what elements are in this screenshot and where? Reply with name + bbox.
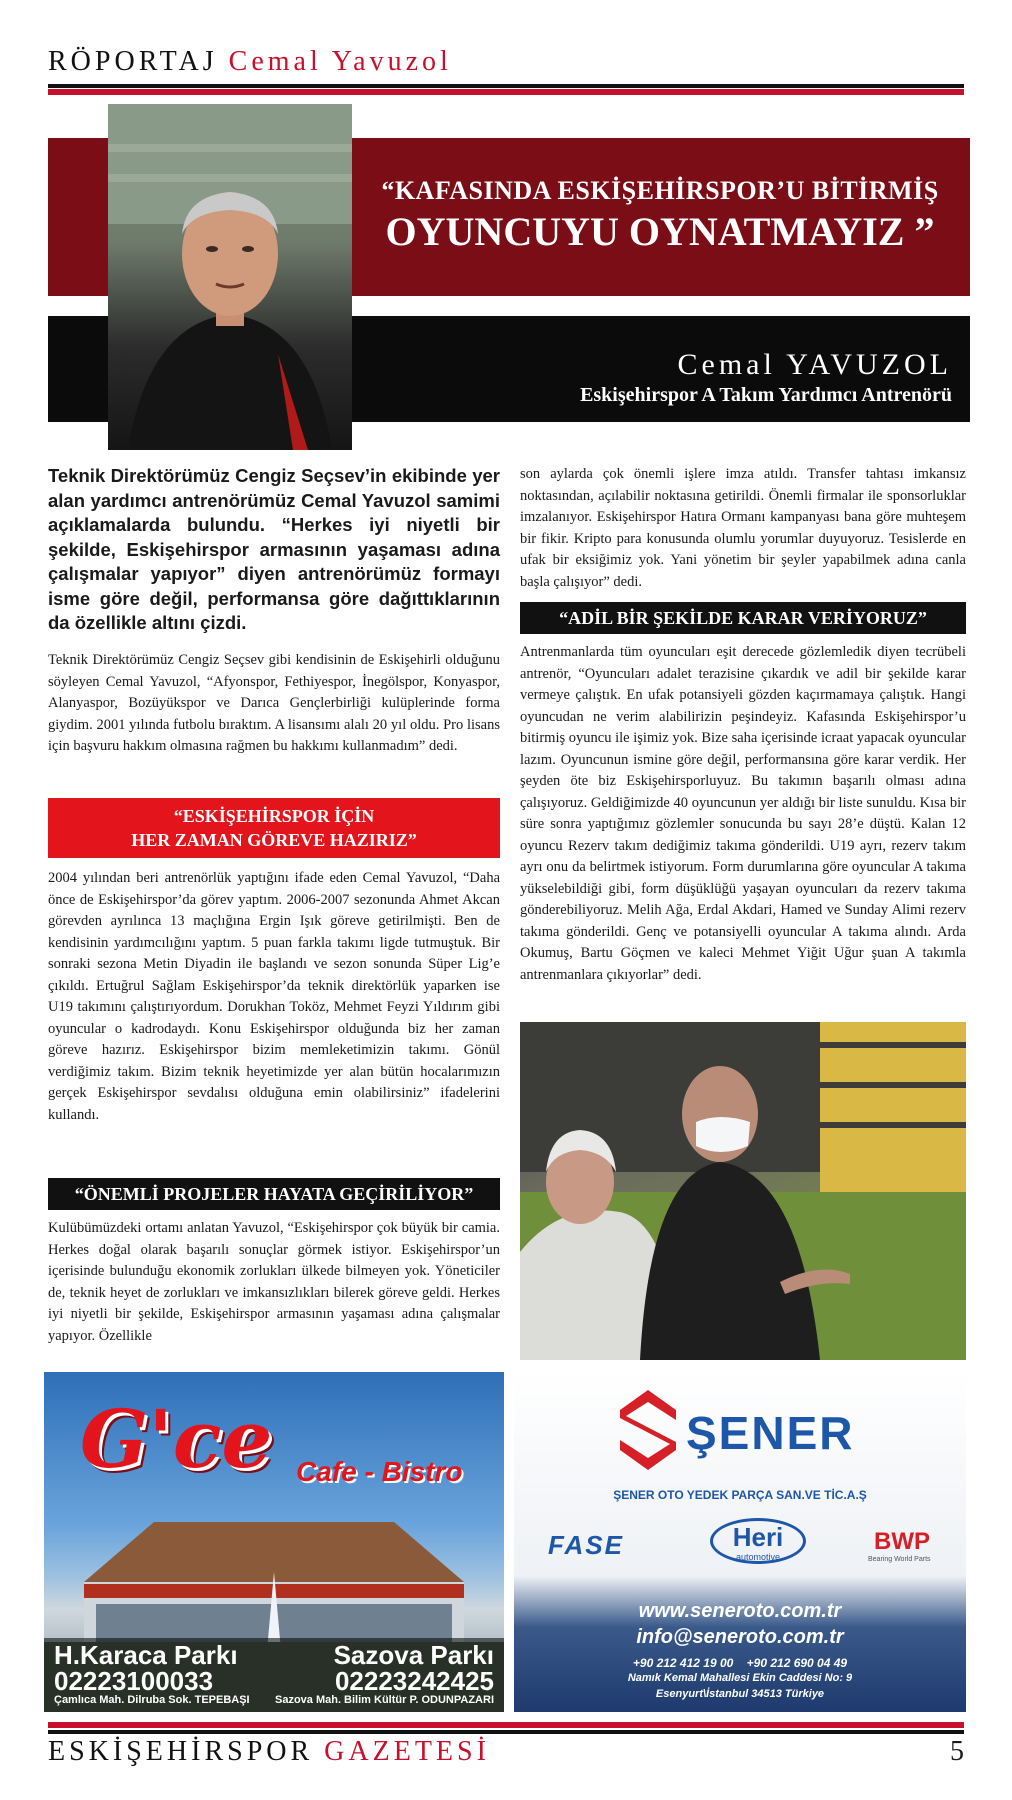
banner-quote-line1: “KAFASINDA ESKİŞEHİRSPOR’U BİTİRMİŞ (381, 176, 939, 205)
paragraph-2: 2004 yılından beri antrenörlük yaptığını ifade eden Cemal Yavuzol, “Daha önce de Eskişehirspor’da görev yaptım. 2006-2007 sezonunda Ahmet Akcan görevden ayrılınca 13 maçlığına Ergin Işık göreve getirilmişti. Ben de kendisinin yardımcılığını yaptım. 5 puan farkla takımı ligde tutmuştuk. Bir sonraki sezona Metin Diyadin ile başlandı ve sezon sonunda Süper Lig’e çıkıldı. Ertuğrul Sağlam Eskişehirspor’da teknik direktörlük yaparken ise U19 takımını çalıştırıyordum. Dorukhan Toköz, Mehmet Feyzi Yıldırım gibi oyuncular o kadrodaydı. Konu Eskişehirspor olduğunda biz her zaman göreve hazırız. Eskişehirspor bizim memleketimizin takımı. Gönül verdiğimiz takım. Bizim teknik heyetimizde yer alan bütün hocalarımızın gerçek Eskişehirspor sevdalısı olduğuna emin olabilirsiniz” ifadelerini kullandı. (48, 870, 500, 1123)
section-header (48, 46, 452, 78)
footer-publication-a: ESKİŞEHİRSPOR (48, 1736, 314, 1767)
training-photo (520, 1022, 966, 1360)
loc1-address: Çamlıca Mah. Dilruba Sok. TEPEBAŞI (54, 1694, 250, 1706)
loc2-address: Sazova Mah. Bilim Kültür P. ODUNPAZARI (274, 1694, 494, 1706)
section-label: RÖPORTAJ (48, 46, 218, 77)
portrait-photo-illustration (108, 104, 352, 450)
brand-fase: FASE (548, 1530, 624, 1560)
loc2-phone: 02223242425 (334, 1666, 494, 1696)
footer-rule-black (48, 1730, 964, 1734)
section-name: Cemal Yavuzol (228, 46, 452, 77)
footer-rule-red (48, 1722, 964, 1728)
lead-paragraph: Teknik Direktörümüz Cengiz Seçsev’in ekibinde yer alan yardımcı antrenörümüz Cemal Yavuzol samimi açıklamalarda bulundu. “Herkes iyi niyetli bir şekilde, Eskişehirspor armasının yaşaması adına çalışmalar yapıyor” diyen antrenörümüz formayı isme göre değil, performansa göre dağıttıklarının da özellikle altını çizdi. (48, 465, 500, 633)
subheading-projects: “ÖNEMLİ PROJELER HAYATA GEÇİRİLİYOR” (48, 1178, 500, 1210)
page-number: 5 (950, 1736, 964, 1767)
person-name: Cemal YAVUZOL (677, 348, 952, 381)
subheading-ready (48, 798, 500, 858)
paragraph-3: Kulübümüzdeki ortamı anlatan Yavuzol, “Eskişehirspor çok büyük bir camia. Herkes doğal olarak başarılı sonuçlar görmek istiyor. Eskişehirspor’un içerisinde bulunduğu ekonomik zorlukları ülkede bilmeyen yok. Yöneticiler de, teknik heyet de zorlukları ve imkansızlıkları bilerek göreve geldi. Herkes iyi niyetli bir şekilde, Eskişehirspor armasının yaşaması adına çalışmalar yapıyor. Özellikle (48, 1220, 500, 1344)
loc1-phone: 02223100033 (54, 1666, 214, 1696)
paragraph-5: Antrenmanlarda tüm oyuncuları eşit derecede gözlemledik diyen tecrübeli antrenör, “Oyuncuları adalet terazisine çıkardık ve adil bir şekilde karar vermeye çalıştık. En ufak potansiyeli gözden kaçırmamaya çalıştık. Hangi oyuncudan ne verim alabilirizin peşindeyiz. Kafasında Eskişehirspor’u bitirmiş oyuncu ile işimiz yok. Bize saha içerisinde icraat yapacak oyuncular lazım. Oyuncunun ismine göre değil, performansına göre karar verdik. Her şeyden öte biz Eskişehirsporluyuz. Bu takımın başarılı olması adına çalışıyoruz. Geldiğimizde 40 oyuncunun yer aldığı bir liste sunuldu. Kısa bir süre sonra yaptığımız gözlemler sonucunda bu sayı 28’e düştü. Kalan 12 oyuncu Rezerv takım dediğimiz takıma gönderildi. U19 ayrı, rezerv takım ayrı onu da belirtmek istiyorum. Form durumlarına göre oyuncular A takıma yükselebildiği gibi, form düşüklüğü yaşayan oyuncuları da rezerv takıma gönderebiliyoruz. Melih Ağa, Erdal Akdari, Hamed ve Sunday Alimi rezerv takıma gönderildi. Genç ve potansiyelli oyuncular A takıma alındı. Arda Okumuş, Bartu Göçmen ve kaleci Mehmet Yiğit Uğur şuan A takımla antrenmanlara çıkıyorlar” dedi. (520, 644, 966, 983)
header-rule-black (48, 84, 964, 88)
subheading-fair: “ADİL BİR ŞEKİLDE KARAR VERİYORUZ” (520, 602, 966, 634)
brand-bwp-sub: Bearing World Parts (868, 1556, 931, 1563)
sener-address-line2: Esenyurt\İstanbul 34513 Türkiye (655, 1688, 825, 1700)
sener-company: ŞENER OTO YEDEK PARÇA SAN.VE TİC.A.Ş (613, 1488, 867, 1502)
subheading-ready-line1: “ESKİŞEHİRSPOR İÇİN (173, 806, 375, 826)
person-title: Eskişehirspor A Takım Yardımcı Antrenörü (580, 384, 952, 406)
paragraph-1: Teknik Direktörümüz Cengiz Seçsev gibi kendisinin de Eskişehirli olduğunu söyleyen Cemal Yavuzol, “Afyonspor, Fethiyespor, İnegölspor, Konyaspor, Alanyaspor, Bozüyükspor ve Darıca Gençlerbirliği kulüplerinde forma giydim. 2001 yılında futbolu bıraktım. A lisansımı alalı 20 yıl oldu. Pro lisans için başvuru hakkım olmasına rağmen bu hakkımı kullanmadım” dedi. (48, 652, 500, 754)
paragraph-4: son aylarda çok önemli işlere imza atıldı. Transfer tahtası imkansız noktasından, açılabilir noktasına getirildi. Önemli firmalar ile sponsorluklar imzalanıyor. Eskişehirspor Hatıra Ormanı kampanyası bana göre muhteşem bir fikir. Kripto para konusunda olumlu yorumlar duyuyoruz. Tesislerde en ufak bir eksiğimiz yok. Yani yönetim bir şeyler yapabilmek adına canla başla çalışıyor” dedi. (520, 466, 966, 590)
brand-heri-sub: automotive (735, 1552, 781, 1562)
footer-publication (48, 1736, 490, 1768)
header-rule-red (48, 89, 964, 95)
footer-publication-b: GAZETESİ (324, 1736, 490, 1767)
brand-bwp: BWP (874, 1528, 930, 1555)
banner-quote-line2: OYUNCUYU OYNATMAYIZ ” (385, 209, 935, 254)
advertisement-sener-oto[interactable] (514, 1372, 966, 1712)
cafe-tagline: Cafe - Bistro (296, 1456, 463, 1487)
loc2-name: Sazova Parkı (333, 1640, 494, 1670)
sener-website[interactable]: www.seneroto.com.tr (638, 1600, 842, 1622)
cafe-logo: G'ce (80, 1392, 273, 1486)
brand-heri: Heri (732, 1522, 784, 1552)
sener-phones: +90 212 412 19 00 +90 212 690 04 49 (632, 1656, 848, 1670)
sener-logo-icon (618, 1390, 678, 1470)
training-photo-illustration (520, 1022, 966, 1360)
sener-address-line1: Namık Kemal Mahallesi Ekin Caddesi No: 9 (627, 1672, 853, 1684)
sener-brand: ŞENER (686, 1407, 855, 1459)
loc1-name: H.Karaca Parkı (54, 1640, 238, 1670)
portrait-photo (108, 104, 352, 450)
subheading-ready-line2: HER ZAMAN GÖREVE HAZIRIZ” (131, 830, 417, 850)
sener-email[interactable]: info@seneroto.com.tr (636, 1626, 844, 1648)
advertisement-gce-cafe[interactable] (44, 1372, 504, 1712)
